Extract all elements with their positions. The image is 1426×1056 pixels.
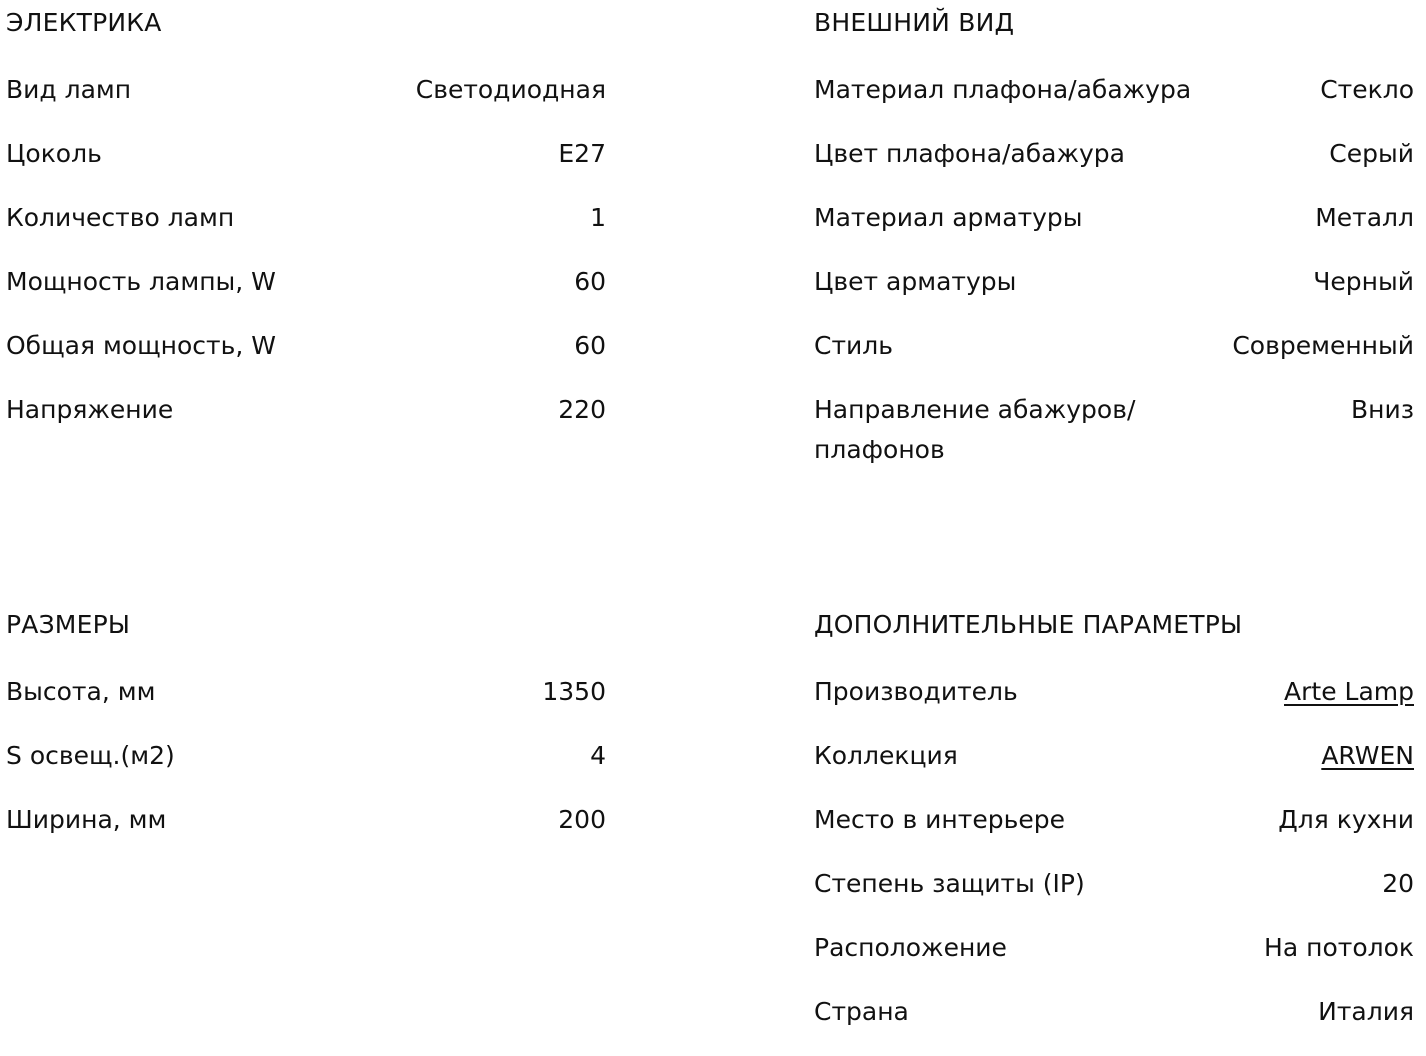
spec-row: [814, 992, 1414, 1056]
spec-label: Место в интерьере: [814, 805, 1065, 834]
spec-value: Черный: [1313, 267, 1414, 296]
collection-link[interactable]: ARWEN: [1321, 741, 1414, 770]
spec-label: Степень защиты (IP): [814, 869, 1085, 898]
spec-row: [6, 390, 606, 454]
spec-label: Количество ламп: [6, 203, 235, 232]
spec-row: [6, 70, 606, 134]
spec-value: 1: [590, 203, 606, 232]
spec-label: Направление абажуров/ плафонов: [814, 395, 1136, 464]
spec-row: [814, 864, 1414, 928]
spec-value: Для кухни: [1278, 805, 1414, 834]
manufacturer-link[interactable]: Arte Lamp: [1284, 677, 1414, 706]
section-title-appearance: ВНЕШНИЙ ВИД: [814, 8, 1015, 37]
spec-row: [814, 800, 1414, 864]
spec-label: Материал плафона/абажура: [814, 75, 1192, 104]
section-appearance: [814, 6, 1414, 474]
spec-label: Мощность лампы, W: [6, 267, 276, 296]
spec-value: Металл: [1315, 203, 1414, 232]
spec-row: [6, 800, 606, 864]
spec-label: Цоколь: [6, 139, 102, 168]
section-additional: [814, 608, 1414, 1056]
spec-label: Цвет плафона/абажура: [814, 139, 1125, 168]
spec-row: [814, 262, 1414, 326]
spec-value: 20: [1382, 869, 1414, 898]
spec-label: Напряжение: [6, 395, 174, 424]
spec-row: [6, 736, 606, 800]
spec-value: Современный: [1232, 331, 1414, 360]
spec-row: [814, 70, 1414, 134]
spec-value: 1350: [542, 677, 606, 706]
spec-label: Материал арматуры: [814, 203, 1083, 232]
section-electrics: [6, 6, 606, 454]
spec-value: Светодиодная: [415, 75, 606, 104]
spec-label: Ширина, мм: [6, 805, 167, 834]
spec-label: Стиль: [814, 331, 893, 360]
spec-label: Вид ламп: [6, 75, 132, 104]
spec-value: Стекло: [1320, 75, 1414, 104]
spec-row: [6, 198, 606, 262]
spec-row: [6, 326, 606, 390]
spec-value: 60: [574, 267, 606, 296]
spec-value: Серый: [1329, 139, 1414, 168]
spec-label: Производитель: [814, 677, 1018, 706]
section-title-additional: ДОПОЛНИТЕЛЬНЫЕ ПАРАМЕТРЫ: [814, 610, 1243, 639]
spec-row: [814, 198, 1414, 262]
spec-value: E27: [558, 139, 606, 168]
spec-row: [814, 672, 1414, 736]
section-title-dimensions: РАЗМЕРЫ: [6, 610, 131, 639]
spec-label: Высота, мм: [6, 677, 156, 706]
spec-label: Цвет арматуры: [814, 267, 1017, 296]
spec-value: 200: [558, 805, 606, 834]
spec-value: 60: [574, 331, 606, 360]
spec-label: Страна: [814, 997, 909, 1026]
spec-row: [814, 134, 1414, 198]
spec-value: 4: [590, 741, 606, 770]
spec-value: На потолок: [1264, 933, 1414, 962]
spec-row: [6, 672, 606, 736]
section-dimensions: [6, 608, 606, 864]
spec-label: Общая мощность, W: [6, 331, 276, 360]
spec-label: Расположение: [814, 933, 1007, 962]
spec-row: [814, 736, 1414, 800]
spec-value: Вниз: [1350, 395, 1414, 424]
section-title-electrics: ЭЛЕКТРИКА: [6, 8, 162, 37]
spec-row: [814, 928, 1414, 992]
spec-row: [6, 134, 606, 198]
spec-value: Италия: [1318, 997, 1414, 1026]
spec-row: [6, 262, 606, 326]
spec-value: 220: [558, 395, 606, 424]
spec-row: [814, 326, 1414, 390]
spec-row: [814, 390, 1414, 474]
spec-label: S освещ.(м2): [6, 741, 175, 770]
spec-label: Коллекция: [814, 741, 958, 770]
